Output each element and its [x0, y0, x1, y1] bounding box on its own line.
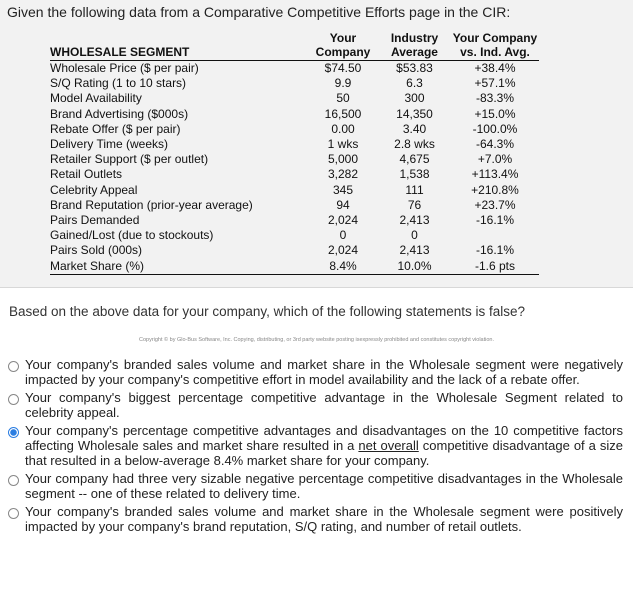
- option-4-text[interactable]: Your company had three very sizable negative percentage competitive disadvantages in the Wholesale segment -- one of these related to delivery time.: [25, 471, 623, 501]
- table-row: [50, 243, 539, 258]
- row-vs-value: -100.0%: [472, 121, 518, 136]
- answer-option-1[interactable]: [8, 358, 623, 387]
- row-label: Wholesale Price ($ per pair): [50, 61, 199, 75]
- row-industry-value: 111: [405, 182, 424, 197]
- row-company-value: 16,500: [324, 106, 362, 121]
- data-panel: [0, 0, 633, 288]
- row-label: Gained/Lost (due to stockouts): [50, 228, 214, 243]
- row-company-value: 1 wks: [327, 137, 359, 152]
- row-label: Model Availability: [50, 91, 142, 106]
- row-vs-value: [451, 228, 539, 243]
- table-row: [50, 228, 539, 243]
- row-vs-value: +38.4%: [474, 61, 516, 75]
- row-vs-value: -83.3%: [475, 91, 515, 106]
- table-row: [50, 61, 539, 77]
- row-industry-value: 2,413: [399, 213, 430, 228]
- table-row: [50, 213, 539, 228]
- row-company-value: 8.4%: [308, 259, 378, 275]
- row-company-value: 50: [336, 91, 350, 106]
- row-label: Retailer Support ($ per outlet): [50, 152, 209, 167]
- copyright-notice: Copyright © by Glo-Bus Software, Inc. Copying, distributing, or 3rd party website posting isexpressly prohibited and constitutes copyright violation.: [138, 337, 494, 343]
- option-1-text[interactable]: Your company's branded sales volume and market share in the Wholesale segment were negatively impacted by your company's competitive effort in model availability and the lack of a rebate offer.: [25, 357, 623, 387]
- row-industry-value: 0: [411, 228, 418, 243]
- radio-option-1[interactable]: [8, 361, 19, 372]
- row-label: Celebrity Appeal: [50, 182, 138, 197]
- row-vs-value: +7.0%: [477, 152, 513, 167]
- table-row: [50, 152, 539, 167]
- row-industry-value: 76: [407, 197, 422, 212]
- intro-text: Given the following data from a Comparative Competitive Efforts page in the CIR:: [7, 4, 511, 20]
- row-industry-value: 1,538: [399, 167, 430, 182]
- table-row: [50, 137, 539, 152]
- row-vs-value: +57.1%: [474, 76, 516, 91]
- row-industry-value: 4,675: [399, 152, 430, 167]
- row-company-value: 2,024: [327, 243, 359, 258]
- table-row: [50, 91, 539, 106]
- row-industry-value: 2,413: [399, 243, 430, 258]
- option-5-text[interactable]: Your company's branded sales volume and market share in the Wholesale segment were positively impacted by your company's brand reputation, S/Q rating, and number of retail outlets.: [25, 504, 623, 534]
- radio-option-2[interactable]: [8, 394, 19, 405]
- row-label: Delivery Time (weeks): [50, 137, 169, 152]
- row-vs-value: +15.0%: [474, 106, 516, 121]
- row-company-value: 345: [332, 182, 354, 197]
- header-your-company: Your Company: [308, 31, 378, 61]
- row-company-value: 94: [336, 197, 350, 212]
- table-row: [50, 76, 539, 91]
- header-segment: WHOLESALE SEGMENT: [50, 31, 308, 61]
- option-3-underlined-text: net overall: [358, 437, 419, 453]
- row-vs-value: -16.1%: [475, 243, 515, 258]
- answer-option-4[interactable]: [8, 472, 623, 501]
- header-industry-average: Industry Average: [378, 31, 451, 61]
- row-label: Retail Outlets: [50, 167, 123, 182]
- answer-option-5[interactable]: [8, 505, 623, 534]
- radio-option-5[interactable]: [8, 508, 19, 519]
- row-label: Pairs Demanded: [50, 213, 140, 228]
- cir-table: [50, 31, 539, 275]
- table-row: [50, 198, 539, 213]
- row-industry-value: 10.0%: [378, 259, 451, 275]
- row-company-value: 5,000: [327, 152, 359, 167]
- row-company-value: 2,024: [327, 213, 359, 228]
- radio-option-4[interactable]: [8, 475, 19, 486]
- answer-options: [8, 358, 623, 539]
- row-industry-value: 14,350: [396, 106, 433, 121]
- table-row: [50, 167, 539, 182]
- option-3-text[interactable]: [25, 424, 623, 468]
- option-3-text-part-1: Your company's percentage competitive advantages and disadvantages on the 10 competitive factors affecting Wholesale sales and market share resulted in a: [25, 423, 623, 453]
- row-label: Brand Reputation (prior-year average): [50, 197, 253, 212]
- table-header-row: [50, 31, 539, 61]
- row-industry-value: 3.40: [402, 121, 427, 136]
- row-company-value: 0: [339, 228, 347, 243]
- row-industry-value: 300: [404, 91, 425, 106]
- answer-option-3[interactable]: [8, 424, 623, 468]
- row-label: Brand Advertising ($000s): [50, 106, 189, 121]
- row-company-value: 0.00: [331, 121, 355, 136]
- table-row: [50, 107, 539, 122]
- row-industry-value: $53.83: [396, 61, 433, 75]
- row-vs-value: -64.3%: [475, 137, 515, 152]
- row-vs-value: +113.4%: [471, 167, 519, 182]
- header-vs-ind-avg: Your Company vs. Ind. Avg.: [452, 31, 538, 59]
- option-2-text[interactable]: Your company's biggest percentage competitive advantage in the Wholesale Segment related to celebrity appeal.: [25, 390, 623, 420]
- option-3-text-part-2: competitive disadvantage of a size that resulted in a below-average 8.4% market share for your company.: [25, 437, 623, 468]
- radio-option-3[interactable]: [8, 427, 19, 438]
- table-row: [50, 122, 539, 137]
- row-vs-value: +210.8%: [471, 182, 519, 197]
- row-company-value: 3,282: [327, 167, 359, 182]
- row-vs-value: -16.1%: [475, 213, 515, 228]
- row-label: S/Q Rating (1 to 10 stars): [50, 76, 187, 91]
- row-company-value: $74.50: [324, 61, 362, 75]
- row-industry-value: 2.8 wks: [394, 137, 435, 152]
- row-company-value: 9.9: [334, 76, 352, 91]
- row-label: Rebate Offer ($ per pair): [50, 121, 181, 136]
- table-row: [50, 183, 539, 198]
- question-text: Based on the above data for your company, which of the following statements is false?: [9, 304, 526, 319]
- table-row: [50, 259, 539, 275]
- row-label: Market Share (%): [50, 259, 308, 275]
- row-industry-value: 6.3: [406, 76, 423, 91]
- answer-option-2[interactable]: [8, 391, 623, 420]
- row-vs-value: -1.6 pts: [451, 259, 539, 275]
- row-vs-value: +23.7%: [474, 197, 516, 212]
- row-label: Pairs Sold (000s): [50, 243, 143, 258]
